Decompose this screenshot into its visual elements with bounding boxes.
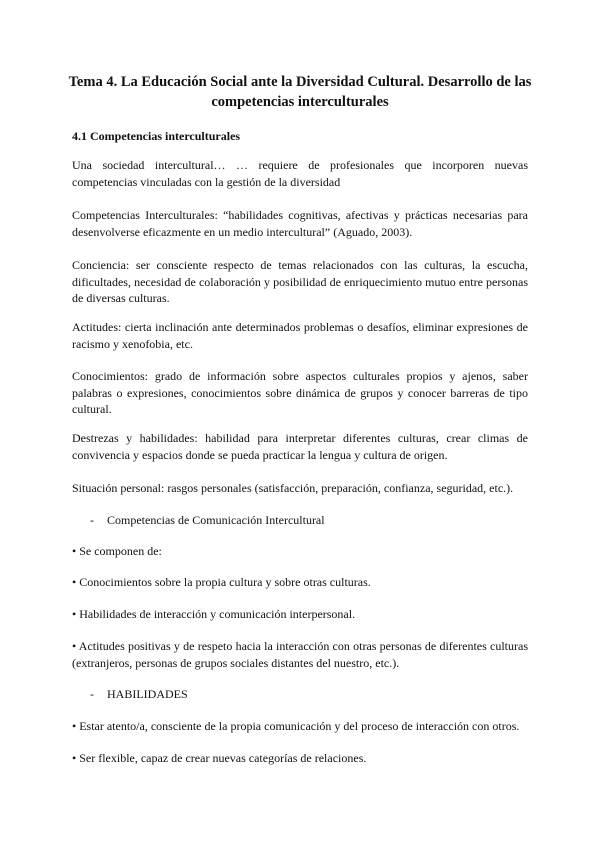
bullet-item: • Conocimientos sobre la propia cultura y sobre otras culturas. — [72, 575, 371, 589]
paragraph-intro: Una sociedad intercultural… … requiere de profesionales que incorporen nuevas competencias vinculadas con la gestión de la diversidad — [72, 158, 528, 189]
list-heading-text: HABILIDADES — [107, 687, 188, 701]
paragraph-actitudes: Actitudes: cierta inclinación ante determinados problemas o desafíos, eliminar expresiones de racismo y xenofobia, etc. — [72, 320, 528, 351]
bullet-item: • Estar atento/a, consciente de la propia comunicación y del proceso de interacción con otros. — [72, 719, 520, 733]
list-heading-habilidades — [90, 686, 188, 702]
paragraph-destrezas: Destrezas y habilidades: habilidad para interpretar diferentes culturas, crear climas de convivencia y espacios donde se pueda practicar la lengua y cultura de origen. — [72, 431, 528, 462]
paragraph-conocimientos: Conocimientos: grado de información sobre aspectos culturales propios y ajenos, saber palabras o expresiones, conocimientos sobre dinámica de grupos y conocer barreras de tipo cultural. — [72, 369, 528, 416]
document-title: Tema 4. La Educación Social ante la Diversidad Cultural. Desarrollo de las competencias interculturales — [68, 74, 532, 110]
bullet-item: • Ser flexible, capaz de crear nuevas categorías de relaciones. — [72, 751, 367, 765]
section-heading: 4.1 Competencias interculturales — [72, 129, 241, 143]
list-heading-comunicacion — [90, 512, 325, 528]
dash-marker: - — [90, 513, 94, 527]
dash-marker: - — [90, 687, 94, 701]
paragraph-situacion: Situación personal: rasgos personales (satisfacción, preparación, confianza, seguridad, etc.). — [72, 481, 514, 495]
paragraph-definition: Competencias Interculturales: “habilidades cognitivas, afectivas y prácticas necesarias para desenvolverse eficazmente en un medio intercultural” (Aguado, 2003). — [72, 208, 528, 239]
paragraph-conciencia: Conciencia: ser consciente respecto de temas relacionados con las culturas, la escucha, dificultades, necesidad de colaboración y posibilidad de enriquecimiento mutuo entre personas de diversas culturas. — [72, 258, 528, 305]
bullet-item: • Habilidades de interacción y comunicación interpersonal. — [72, 607, 356, 621]
bullet-item: • Se componen de: — [72, 544, 162, 558]
list-heading-text: Competencias de Comunicación Intercultural — [107, 513, 325, 527]
bullet-item: • Actitudes positivas y de respeto hacia la interacción con otras personas de diferentes culturas (extranjeros, personas de grupos sociales distantes del nuestro, etc.). — [72, 639, 528, 670]
